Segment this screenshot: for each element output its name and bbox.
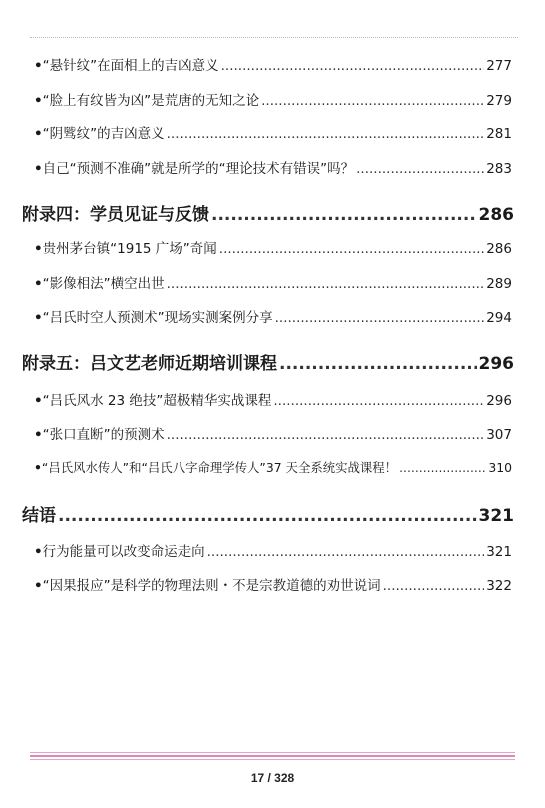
dot-leader [58, 506, 477, 526]
bullet-icon: • [34, 427, 43, 443]
toc-section-title: 附录四：学员见证与反馈 [22, 205, 209, 225]
toc-entry-page: 279 [486, 93, 512, 109]
dot-leader [167, 276, 485, 292]
toc-section-page: 321 [478, 506, 514, 526]
footer-rule [30, 759, 515, 760]
bullet-icon: • [34, 310, 43, 326]
toc-entry-title: “悬针纹”在面相上的吉凶意义 [42, 58, 219, 74]
toc-entry-page: 307 [486, 427, 512, 443]
toc-entry[interactable] [34, 306, 512, 326]
bullet-icon: • [34, 276, 43, 292]
toc-entry-page: 286 [486, 241, 512, 257]
bullet-icon: • [34, 126, 43, 142]
toc-entry-title: “吕氏风水 23 绝技”超极精华实战课程 [42, 393, 272, 409]
bullet-icon: • [34, 578, 43, 594]
toc-entry[interactable] [34, 122, 512, 142]
toc-entry[interactable] [34, 423, 512, 443]
bullet-icon: • [34, 393, 43, 409]
footer-divider [30, 752, 515, 762]
dot-leader [261, 93, 484, 109]
toc-section-page: 286 [478, 205, 514, 225]
toc-entry-title: 自己“预测不准确”就是所学的“理论技术有错误”吗？ [42, 161, 355, 177]
dot-leader [219, 241, 484, 257]
toc-entry[interactable] [34, 157, 512, 177]
bullet-icon: • [34, 93, 43, 109]
toc-section-heading[interactable] [22, 501, 514, 525]
toc-entry-title: “吕氏时空人预测术”现场实测案例分享 [42, 310, 273, 326]
toc-entry[interactable] [34, 458, 512, 478]
toc-entry-page: 277 [486, 58, 512, 74]
toc-section-title: 附录五：吕文艺老师近期培训课程 [22, 354, 277, 374]
dot-leader [383, 578, 485, 594]
toc-section-heading[interactable] [22, 349, 514, 373]
toc-entry-title: “吕氏风水传人”和“吕氏八字命理学传人”37 天全系统实战课程！ [41, 460, 398, 475]
toc-entry-page: 281 [486, 126, 512, 142]
toc-entry[interactable] [34, 574, 512, 594]
toc-entry-page: 296 [486, 393, 512, 409]
toc-entry-title: 贵州茅台镇“1915 广场”奇闻 [42, 241, 217, 257]
toc-entry-page: 283 [486, 161, 512, 177]
bullet-icon: • [34, 544, 43, 560]
toc-entry-title: “因果报应”是科学的物理法则・不是宗教道德的劝世说词 [42, 578, 381, 594]
footer-rule [30, 752, 515, 753]
toc-entry-title: “张口直断”的预测术 [42, 427, 165, 443]
dot-leader [211, 205, 477, 225]
toc-section-page: 296 [478, 354, 514, 374]
toc-entry[interactable] [34, 389, 512, 409]
dot-leader [279, 354, 477, 374]
toc-entry[interactable] [34, 89, 512, 109]
dot-leader [167, 126, 485, 142]
footer-rule [30, 755, 515, 757]
toc-entry-title: “阴骘纹”的吉凶意义 [42, 126, 165, 142]
toc-section-title: 结语 [22, 506, 56, 526]
toc-entry[interactable] [34, 54, 512, 74]
dot-leader [221, 58, 485, 74]
toc-entry-page: 322 [486, 578, 512, 594]
dot-leader [207, 544, 485, 560]
toc-entry[interactable] [34, 272, 512, 292]
toc-entry-title: “影像相法”横空出世 [42, 276, 165, 292]
toc-entry-title: “脸上有纹皆为凶”是荒唐的无知之论 [42, 93, 260, 109]
dot-leader [356, 161, 484, 177]
dot-leader [167, 427, 485, 443]
bullet-icon: • [34, 161, 43, 177]
toc-entry[interactable] [34, 237, 512, 257]
toc-entry-page: 321 [486, 544, 512, 560]
toc-entry-page: 289 [486, 276, 512, 292]
toc-entry-page: 310 [488, 460, 512, 475]
bullet-icon: • [34, 241, 43, 257]
toc-entry-title: 行为能量可以改变命运走向 [42, 544, 205, 560]
toc-entry-page: 294 [486, 310, 512, 326]
bullet-icon: • [34, 460, 42, 475]
dot-leader [273, 393, 484, 409]
dot-leader [275, 310, 485, 326]
dot-leader [399, 460, 486, 475]
toc-section-heading[interactable] [22, 200, 514, 224]
toc-entry[interactable] [34, 540, 512, 560]
bullet-icon: • [34, 58, 43, 74]
page-number: 17 / 328 [250, 771, 295, 785]
